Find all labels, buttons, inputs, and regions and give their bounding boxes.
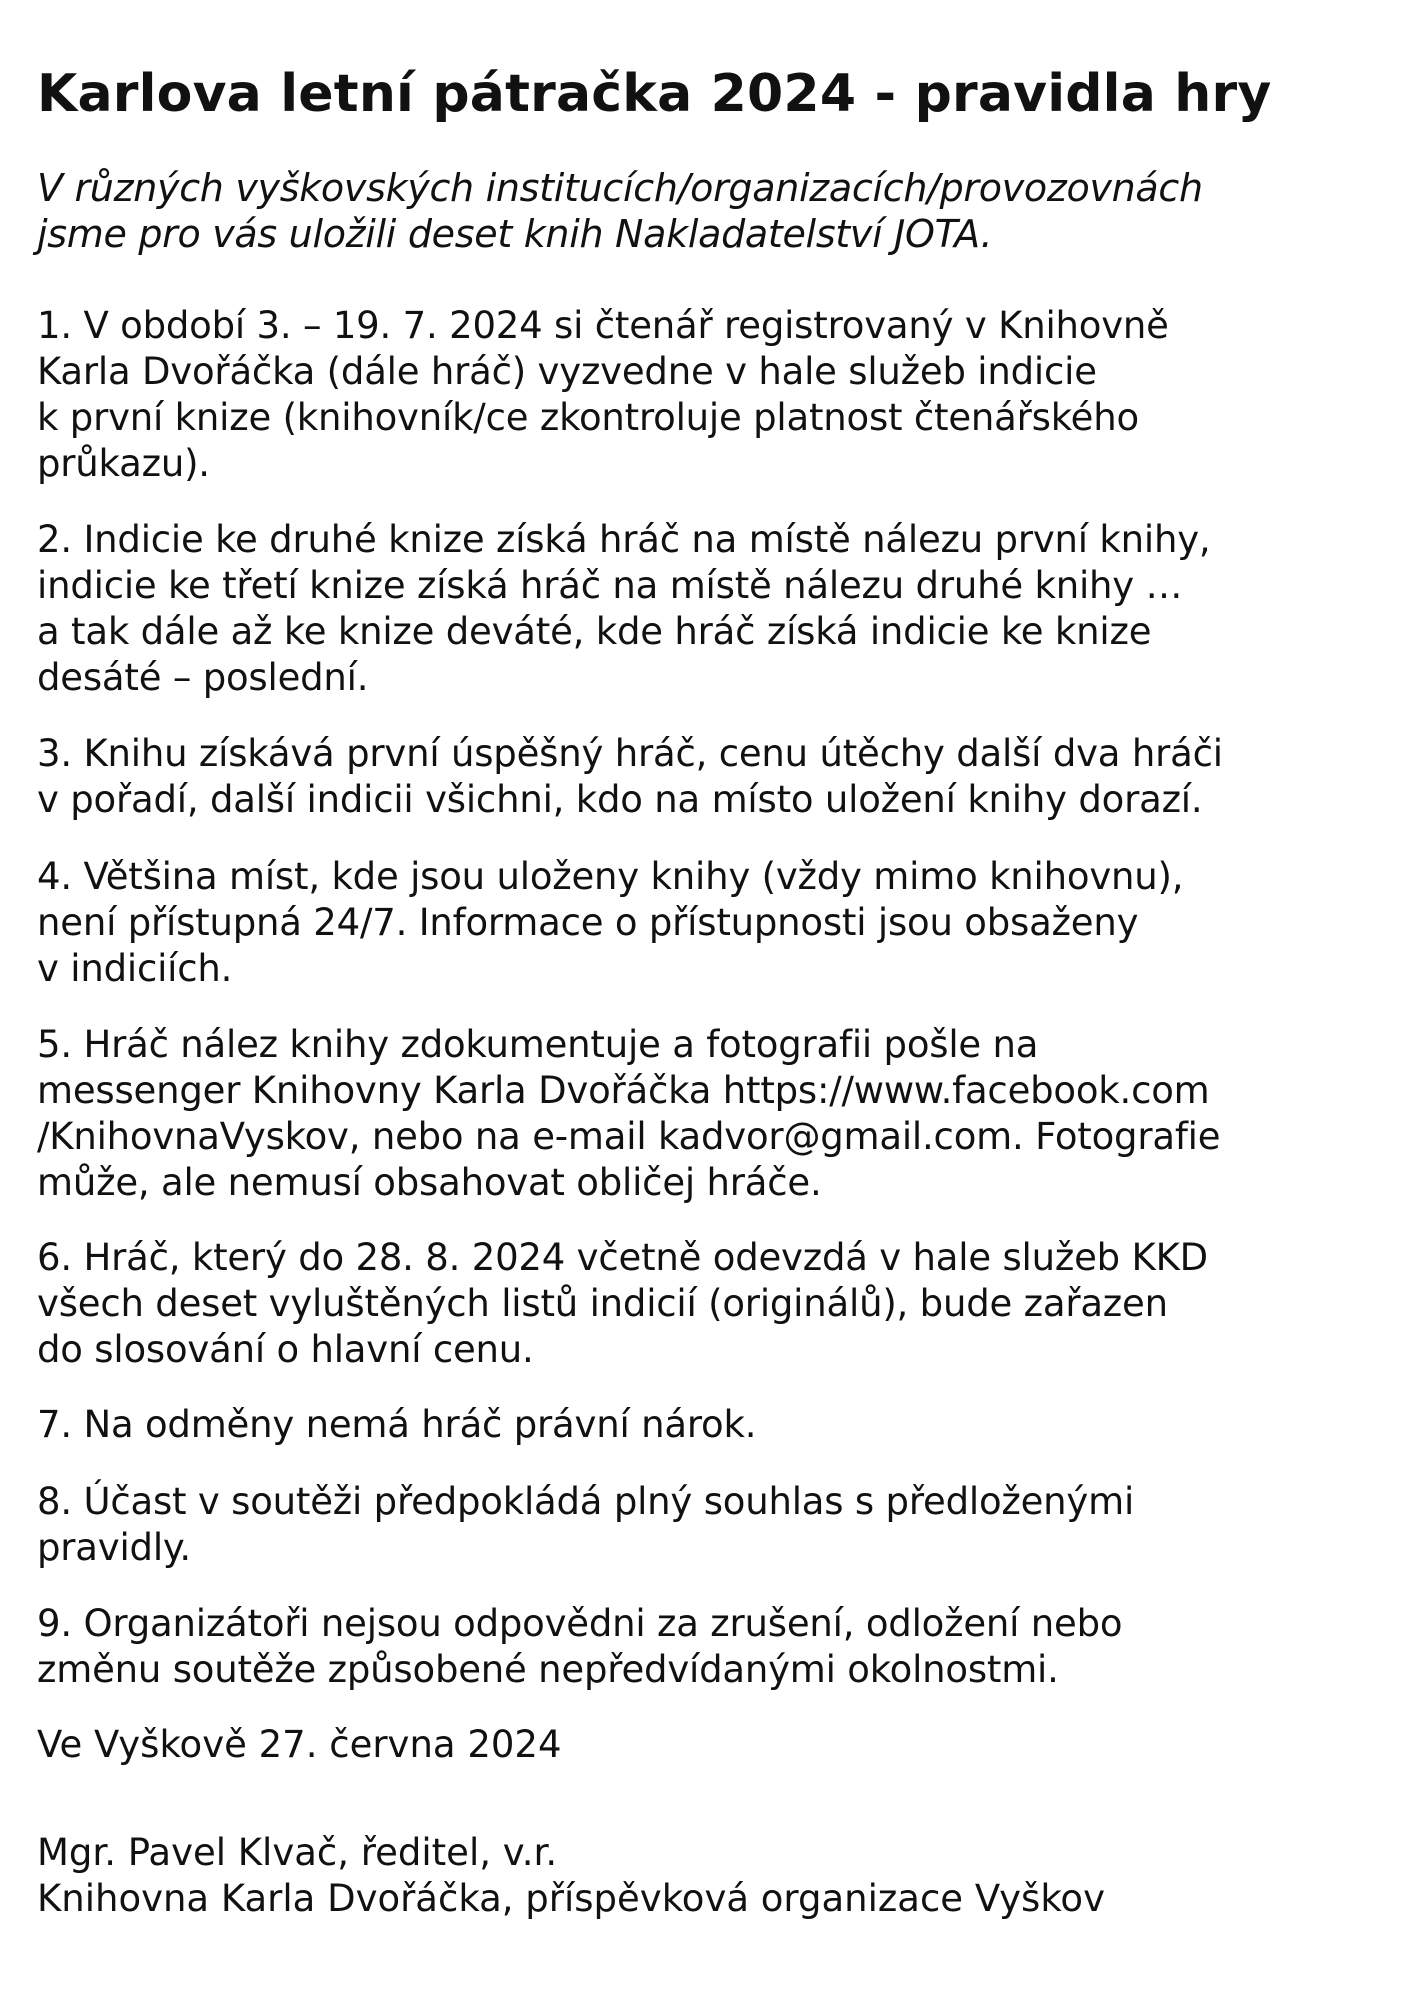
rule-line: Karla Dvořáčka (dále hráč) vyzvedne v hale služeb indicie bbox=[37, 350, 1097, 393]
rule-line: messenger Knihovny Karla Dvořáčka https://www.facebook.com bbox=[37, 1069, 1210, 1112]
rule-line: 4. Většina míst, kde jsou uloženy knihy (vždy mimo knihovnu), bbox=[37, 855, 1184, 898]
signatory-name: Mgr. Pavel Klvač, ředitel, v.r. bbox=[37, 1831, 558, 1874]
rule-4 bbox=[37, 854, 1397, 992]
rule-6 bbox=[37, 1235, 1397, 1373]
rule-line: může, ale nemusí obsahovat obličej hráče. bbox=[37, 1161, 822, 1204]
rule-line: pravidly. bbox=[37, 1526, 191, 1569]
rule-line: změnu soutěže způsobené nepředvídanými okolnostmi. bbox=[37, 1648, 1059, 1691]
rule-line: indicie ke třetí knize získá hráč na místě nálezu druhé knihy … bbox=[37, 564, 1183, 607]
rule-line: 6. Hráč, který do 28. 8. 2024 včetně odevzdá v hale služeb KKD bbox=[37, 1236, 1208, 1279]
rule-line: není přístupná 24/7. Informace o přístupnosti jsou obsaženy bbox=[37, 901, 1139, 944]
intro-paragraph bbox=[37, 165, 1387, 257]
rule-7 bbox=[37, 1402, 1397, 1448]
rules-document bbox=[37, 0, 1387, 2000]
intro-line: V různých vyškovských institucích/organizacích/provozovnách bbox=[37, 166, 1203, 210]
rule-2 bbox=[37, 517, 1397, 701]
rule-1 bbox=[37, 303, 1397, 487]
rule-8 bbox=[37, 1479, 1397, 1571]
place-and-date: Ve Vyškově 27. června 2024 bbox=[37, 1723, 562, 1766]
rule-line: 5. Hráč nález knihy zdokumentuje a fotografii pošle na bbox=[37, 1023, 1039, 1066]
rule-line: 7. Na odměny nemá hráč právní nárok. bbox=[37, 1403, 757, 1446]
rule-line: 9. Organizátoři nejsou odpovědni za zrušení, odložení nebo bbox=[37, 1602, 1123, 1645]
rule-line: 3. Knihu získává první úspěšný hráč, cenu útěchy další dva hráči bbox=[37, 732, 1223, 775]
rule-3 bbox=[37, 731, 1397, 823]
rule-line: všech deset vyluštěných listů indicií (originálů), bude zařazen bbox=[37, 1282, 1168, 1325]
intro-line: jsme pro vás uložili deset knih Nakladatelství JOTA. bbox=[37, 212, 993, 256]
organization-name: Knihovna Karla Dvořáčka, příspěvková organizace Vyškov bbox=[37, 1877, 1105, 1920]
rule-line: v pořadí, další indicii všichni, kdo na místo uložení knihy dorazí. bbox=[37, 778, 1203, 821]
rule-line: v indiciích. bbox=[37, 947, 233, 990]
rule-line: k první knize (knihovník/ce zkontroluje platnost čtenářského bbox=[37, 396, 1139, 439]
rule-line: průkazu). bbox=[37, 442, 210, 485]
rule-line: 2. Indicie ke druhé knize získá hráč na místě nálezu první knihy, bbox=[37, 518, 1211, 561]
rule-line: a tak dále až ke knize deváté, kde hráč získá indicie ke knize bbox=[37, 610, 1152, 653]
rule-line: /KnihovnaVyskov, nebo na e-mail kadvor@gmail.com. Fotografie bbox=[37, 1115, 1221, 1158]
rule-line: 1. V období 3. – 19. 7. 2024 si čtenář registrovaný v Knihovně bbox=[37, 304, 1169, 347]
rule-line: do slosování o hlavní cenu. bbox=[37, 1328, 534, 1371]
rule-5 bbox=[37, 1022, 1397, 1206]
document-title: Karlova letní pátračka 2024 - pravidla hry bbox=[37, 64, 1272, 124]
signature-block bbox=[37, 1830, 1105, 1922]
rule-line: 8. Účast v soutěži předpokládá plný souhlas s předloženými bbox=[37, 1480, 1135, 1523]
rule-9 bbox=[37, 1601, 1397, 1693]
rule-line: desáté – poslední. bbox=[37, 656, 369, 699]
